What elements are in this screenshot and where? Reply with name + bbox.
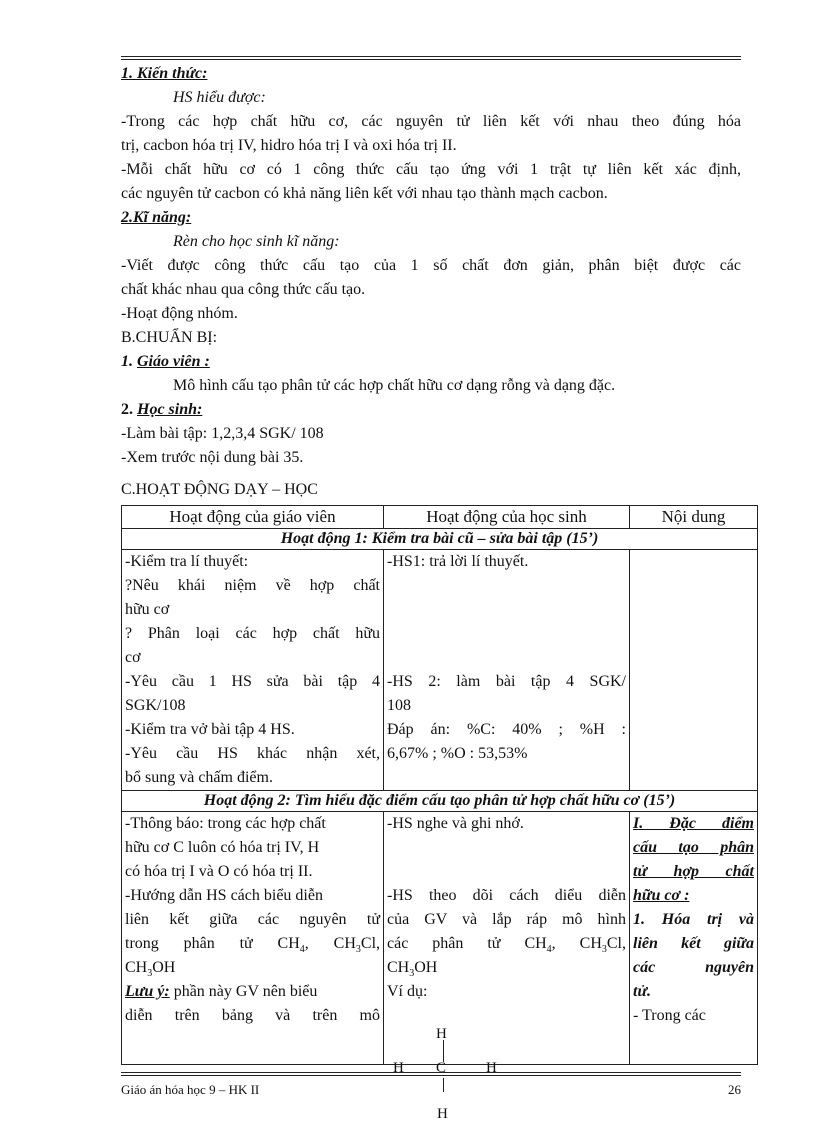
content-title-line: cấu tạo phân — [633, 839, 754, 856]
s1-content-cell — [630, 550, 758, 791]
activity-table — [121, 505, 758, 1065]
s2-student-line: các phân tử $CH_4$, $CH_3Cl$, — [387, 935, 626, 956]
bond-top — [443, 1040, 444, 1062]
s2-teacher-line: diễn trên bảng và trên mô — [125, 1007, 380, 1024]
content-sub-line: liên kết giữa — [633, 935, 754, 952]
s2-student-cell — [384, 812, 630, 1065]
prep-student-line-1: -Làm bài tập: 1,2,3,4 SGK/ 108 — [121, 425, 324, 442]
s2-teacher-line: $CH_3OH$ — [125, 959, 176, 980]
table-header-row — [122, 506, 758, 529]
header-content: Nội dung — [630, 506, 758, 529]
s1-teacher-line: -Yêu cầu HS khác nhận xét, — [125, 745, 380, 762]
s1-teacher-line: -Kiểm tra lí thuyết: — [125, 553, 249, 570]
header-rule-2 — [121, 59, 741, 60]
footer-rule-2 — [121, 1075, 741, 1076]
s2-student-line: -HS theo dõi cách diểu diễn — [387, 887, 626, 904]
s1-teacher-cell — [122, 550, 384, 791]
s1-student-line — [387, 622, 626, 646]
s2-teacher-line: liên kết giữa các nguyên tử — [125, 911, 380, 928]
skills-line-1: -Viết được công thức cấu tạo của 1 số chất đơn giản, phân biệt được các — [121, 257, 741, 274]
header-teacher: Hoạt động của giáo viên — [122, 506, 384, 529]
knowledge-line-3: -Mỗi chất hữu cơ có 1 công thức cấu tạo ứng với 1 trật tự liên kết xác định, — [121, 161, 741, 178]
content-sub-line: 1. Hóa trị và — [633, 911, 754, 928]
s2-teacher-note — [125, 980, 380, 1004]
prep-student-heading: Học sinh: — [137, 401, 203, 418]
s1-student-line: -HS1: trả lời lí thuyết. — [387, 553, 529, 570]
s1-student-line: 6,67% ; %O : 53,53% — [387, 745, 528, 762]
s1-teacher-line: ? Phân loại các hợp chất hữu — [125, 625, 380, 642]
prep-teacher-heading: Giáo viên : — [137, 353, 210, 370]
prep-student-num: 2. — [121, 401, 133, 418]
s2-teacher-line: có hóa trị I và O có hóa trị II. — [125, 863, 313, 880]
s2-teacher-line: -Hướng dẫn HS cách biểu diễn — [125, 887, 323, 904]
content-title-line: I. Đặc điểm — [633, 815, 754, 832]
s2-teacher-line: hữu cơ C luôn có hóa trị IV, H — [125, 839, 320, 856]
prep-student-row — [121, 398, 741, 422]
section-1-body — [122, 550, 758, 791]
s2-teacher-line: trong phân tử $CH_4$, $CH_3Cl$, — [125, 935, 381, 956]
atom-h-right: H — [486, 1060, 497, 1076]
knowledge-heading: 1. Kiến thức: — [121, 65, 208, 82]
note-label: Lưu ý: — [125, 983, 170, 1000]
s2-student-line — [387, 860, 626, 884]
s2-teacher-cell — [122, 812, 384, 1065]
s2-teacher-line: -Thông báo: trong các hợp chất — [125, 815, 326, 832]
section-1-title: Hoạt động 1: Kiểm tra bài cũ – sửa bài tập (15’) — [122, 529, 758, 550]
atom-h-left: H — [393, 1060, 404, 1076]
s1-teacher-line: ?Nêu khái niệm về hợp chất — [125, 577, 380, 594]
section-2-title: Hoạt động 2: Tìm hiểu đặc điểm cấu tạo phân tử hợp chất hữu cơ (15’) — [122, 791, 758, 812]
content-sub-line: tử. — [633, 983, 652, 1000]
skills-line-3: -Hoạt động nhóm. — [121, 305, 238, 322]
content-last-line: - Trong các — [633, 1007, 706, 1024]
prep-teacher-row — [121, 350, 741, 374]
content-title-line: hữu cơ : — [633, 887, 690, 904]
s1-student-line — [387, 598, 626, 622]
activities-heading: C.HOẠT ĐỘNG DẠY – HỌC — [121, 481, 318, 498]
knowledge-line-4: các nguyên tử cacbon có khả năng liên kết với nhau tạo thành mạch cacbon. — [121, 185, 608, 202]
prep-heading: B.CHUẨN BỊ: — [121, 329, 218, 346]
section-1-row — [122, 529, 758, 550]
skills-intro: Rèn cho học sinh kĩ năng: — [173, 233, 340, 250]
footer-title: Giáo án hóa học 9 – HK II — [121, 1082, 260, 1097]
s1-teacher-line: bổ sung và chấm điểm. — [125, 769, 273, 786]
section-2-row — [122, 791, 758, 812]
s1-teacher-line: -Kiểm tra vở bài tập 4 HS. — [125, 721, 295, 738]
s2-student-line: $CH_3OH$ — [387, 959, 438, 980]
s1-student-line — [387, 574, 626, 598]
s1-teacher-line: hữu cơ — [125, 601, 170, 618]
atom-h-top: H — [436, 1026, 447, 1042]
s2-student-line: Ví dụ: — [387, 983, 428, 1000]
content-sub-line: các nguyên — [633, 959, 754, 976]
atom-c-center: C — [436, 1060, 447, 1076]
s1-student-line: Đáp án: %C: 40% ; %H : — [387, 721, 626, 738]
s1-student-line: 108 — [387, 697, 411, 714]
prep-teacher-text: Mô hình cấu tạo phân tử các hợp chất hữu cơ dạng rỗng và dạng đặc. — [173, 377, 616, 394]
skills-line-2: chất khác nhau qua công thức cấu tạo. — [121, 281, 366, 298]
knowledge-line-2: trị, cacbon hóa trị IV, hidro hóa trị I và oxi hóa trị II. — [121, 137, 457, 154]
header-student: Hoạt động của học sinh — [384, 506, 630, 529]
s2-student-line: của GV và lắp ráp mô hình — [387, 911, 626, 928]
prep-student-line-2: -Xem trước nội dung bài 35. — [121, 449, 304, 466]
s1-teacher-line: SGK/108 — [125, 697, 186, 714]
footer — [121, 1082, 741, 1098]
s2-content-cell — [630, 812, 758, 1065]
s1-student-line: -HS 2: làm bài tập 4 SGK/ — [387, 673, 626, 690]
s1-student-line — [387, 646, 626, 670]
s1-teacher-line: cơ — [125, 649, 141, 666]
s1-teacher-line: -Yêu cầu 1 HS sửa bài tập 4 — [125, 673, 380, 690]
skills-heading: 2.Kĩ năng: — [121, 209, 192, 226]
prep-teacher-num: 1. — [121, 353, 133, 370]
s2-student-line: -HS nghe và ghi nhớ. — [387, 815, 524, 832]
header-rule — [121, 56, 741, 57]
note-text: phần này GV nên biểu — [169, 983, 318, 1000]
footer-rule — [121, 1072, 741, 1073]
page-number: 26 — [728, 1082, 741, 1097]
knowledge-line-1: -Trong các hợp chất hữu cơ, các nguyên tử liên kết với nhau theo đúng hóa — [121, 113, 741, 130]
knowledge-intro: HS hiểu được: — [173, 89, 266, 106]
s2-student-line — [387, 836, 626, 860]
atom-h-bottom: H — [437, 1106, 448, 1122]
content-title-line: tử hợp chất — [633, 863, 754, 880]
s1-student-cell — [384, 550, 630, 791]
